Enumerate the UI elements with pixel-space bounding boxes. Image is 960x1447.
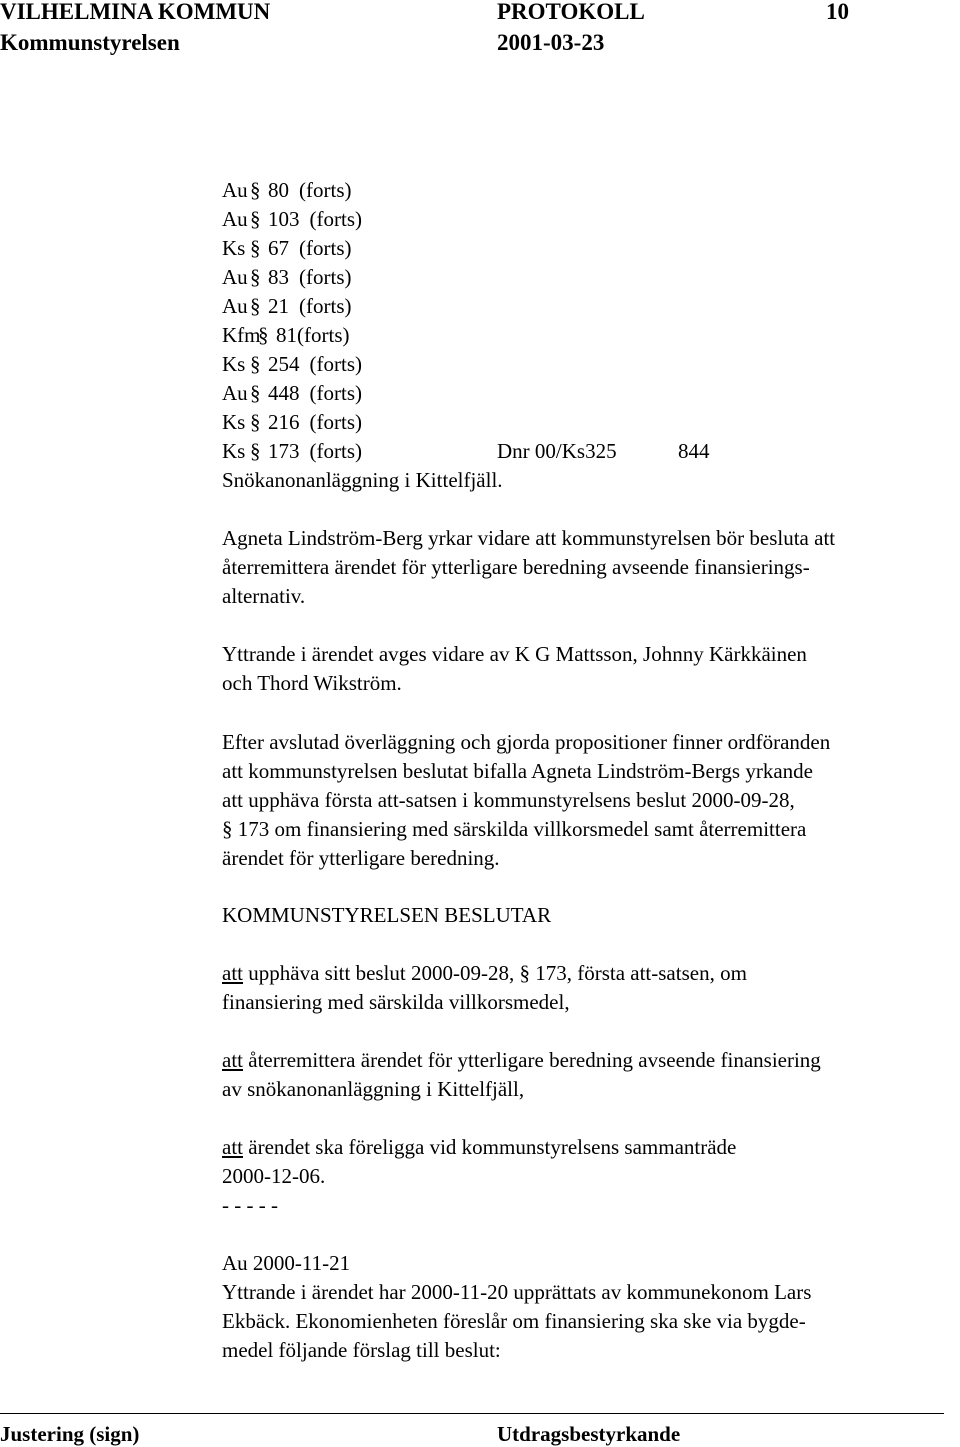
reference-line (222, 292, 503, 321)
text-line: finansiering med särskilda villkorsmedel, (222, 990, 570, 1014)
statements-paragraph (222, 640, 807, 698)
reference-code: Au (222, 178, 248, 202)
chair-ruling-paragraph (222, 728, 830, 873)
reference-line (222, 379, 503, 408)
footer-rule (0, 1413, 944, 1414)
finance-paragraph (222, 1278, 811, 1365)
reference-number: 173 (268, 439, 300, 463)
reference-suffix: (forts) (309, 381, 362, 405)
reference-list (222, 176, 710, 495)
committee-name: Kommunstyrelsen (0, 30, 180, 55)
reference-suffix: (forts) (309, 410, 362, 434)
reference-number: 21 (268, 294, 289, 318)
text-line: alternativ. (222, 584, 306, 608)
reference-number: 80 (268, 178, 289, 202)
reference-code: Ks (222, 410, 246, 434)
section-sign: § (250, 178, 261, 202)
reference-line (222, 234, 503, 263)
text-line: av snökanonanläggning i Kittelfjäll, (222, 1077, 525, 1101)
reference-suffix: (forts) (299, 294, 352, 318)
reference-line (222, 437, 710, 466)
reference-code: Au (222, 207, 248, 231)
text-line: Efter avslutad överläggning och gjorda propositioner finner ordföranden (222, 730, 831, 754)
text-line: och Thord Wikström. (222, 671, 402, 695)
reference-number: 103 (268, 207, 300, 231)
document-type: PROTOKOLL (497, 0, 645, 24)
reference-line (222, 263, 503, 292)
reference-code: Au (222, 265, 248, 289)
text-line: att kommunstyrelsen beslutat bifalla Agneta Lindström-Bergs yrkande (222, 759, 813, 783)
reference-line (222, 408, 503, 437)
diary-number-label: Dnr 00/Ks325 (497, 439, 617, 463)
text-line: ärendet ska föreligga vid kommunstyrelsens sammanträde (243, 1135, 737, 1159)
municipality-name: VILHELMINA KOMMUN (0, 0, 271, 24)
reference-suffix: (forts) (299, 178, 352, 202)
text-line: att upphäva första att-satsen i kommunstyrelsens beslut 2000-09-28, (222, 788, 795, 812)
committee-reference: Au 2000-11-21 (222, 1251, 351, 1275)
reference-code: Ks (222, 352, 246, 376)
decision-item (222, 1046, 821, 1104)
reference-code: Au (222, 381, 248, 405)
reference-line (222, 205, 503, 234)
reference-line (222, 176, 503, 205)
reference-code: Au (222, 294, 248, 318)
att-keyword: att (222, 1135, 243, 1159)
reference-code: Ks (222, 236, 246, 260)
section-sign: § (250, 381, 261, 405)
text-line: 2000-12-06. (222, 1164, 326, 1188)
page-number: 10 (826, 0, 849, 24)
section-separator: - - - - - (222, 1193, 278, 1217)
text-line: återremittera ärendet för ytterligare beredning avseende finansiering (243, 1048, 821, 1072)
text-line: Yttrande i ärendet avges vidare av K G Mattsson, Johnny Kärkkäinen (222, 642, 807, 666)
decision-item (222, 1133, 736, 1191)
reference-line (222, 350, 503, 379)
text-line: upphäva sitt beslut 2000-09-28, § 173, första att-satsen, om (243, 961, 747, 985)
signature-label: Justering (sign) (0, 1422, 140, 1446)
section-sign: § (250, 410, 261, 434)
reference-suffix: (forts) (299, 265, 352, 289)
section-sign: § (258, 323, 269, 347)
reference-number: 254 (268, 352, 300, 376)
reference-code: Ks (222, 439, 246, 463)
text-line: Ekbäck. Ekonomienheten föreslår om finansiering ska ske via bygde- (222, 1309, 806, 1333)
reference-suffix: (forts) (309, 352, 362, 376)
text-line: återremittera ärendet för ytterligare beredning avseende finansierings- (222, 555, 810, 579)
reference-suffix: (forts) (309, 207, 362, 231)
reference-number: 83 (268, 265, 289, 289)
text-line: Yttrande i ärendet har 2000-11-20 upprättats av kommunekonom Lars (222, 1280, 812, 1304)
att-keyword: att (222, 961, 243, 985)
reference-suffix: (forts) (299, 236, 352, 260)
reference-number: 81(forts) (276, 323, 350, 347)
reference-number: 448 (268, 381, 300, 405)
att-keyword: att (222, 1048, 243, 1072)
reference-code: Kfm (222, 323, 261, 347)
decision-item (222, 959, 747, 1017)
text-line: ärendet för ytterligare beredning. (222, 846, 500, 870)
section-sign: § (250, 236, 261, 260)
reference-suffix: (forts) (309, 439, 362, 463)
case-subject: Snökanonanläggning i Kittelfjäll. (222, 468, 503, 492)
meeting-date: 2001-03-23 (497, 30, 605, 55)
text-line: medel följande förslag till beslut: (222, 1338, 501, 1362)
decision-heading: KOMMUNSTYRELSEN BESLUTAR (222, 903, 552, 927)
section-sign: § (250, 352, 261, 376)
reference-line (222, 321, 503, 350)
reference-number: 216 (268, 410, 300, 434)
text-line: Agneta Lindström-Berg yrkar vidare att kommunstyrelsen bör besluta att (222, 526, 836, 550)
section-sign: § (250, 265, 261, 289)
diary-number: 844 (678, 439, 710, 463)
reference-number: 67 (268, 236, 289, 260)
motion-paragraph (222, 524, 835, 611)
section-sign: § (250, 207, 261, 231)
section-sign: § (250, 439, 261, 463)
section-sign: § (250, 294, 261, 318)
extract-certification-label: Utdragsbestyrkande (497, 1422, 681, 1446)
text-line: § 173 om finansiering med särskilda villkorsmedel samt återremittera (222, 817, 807, 841)
